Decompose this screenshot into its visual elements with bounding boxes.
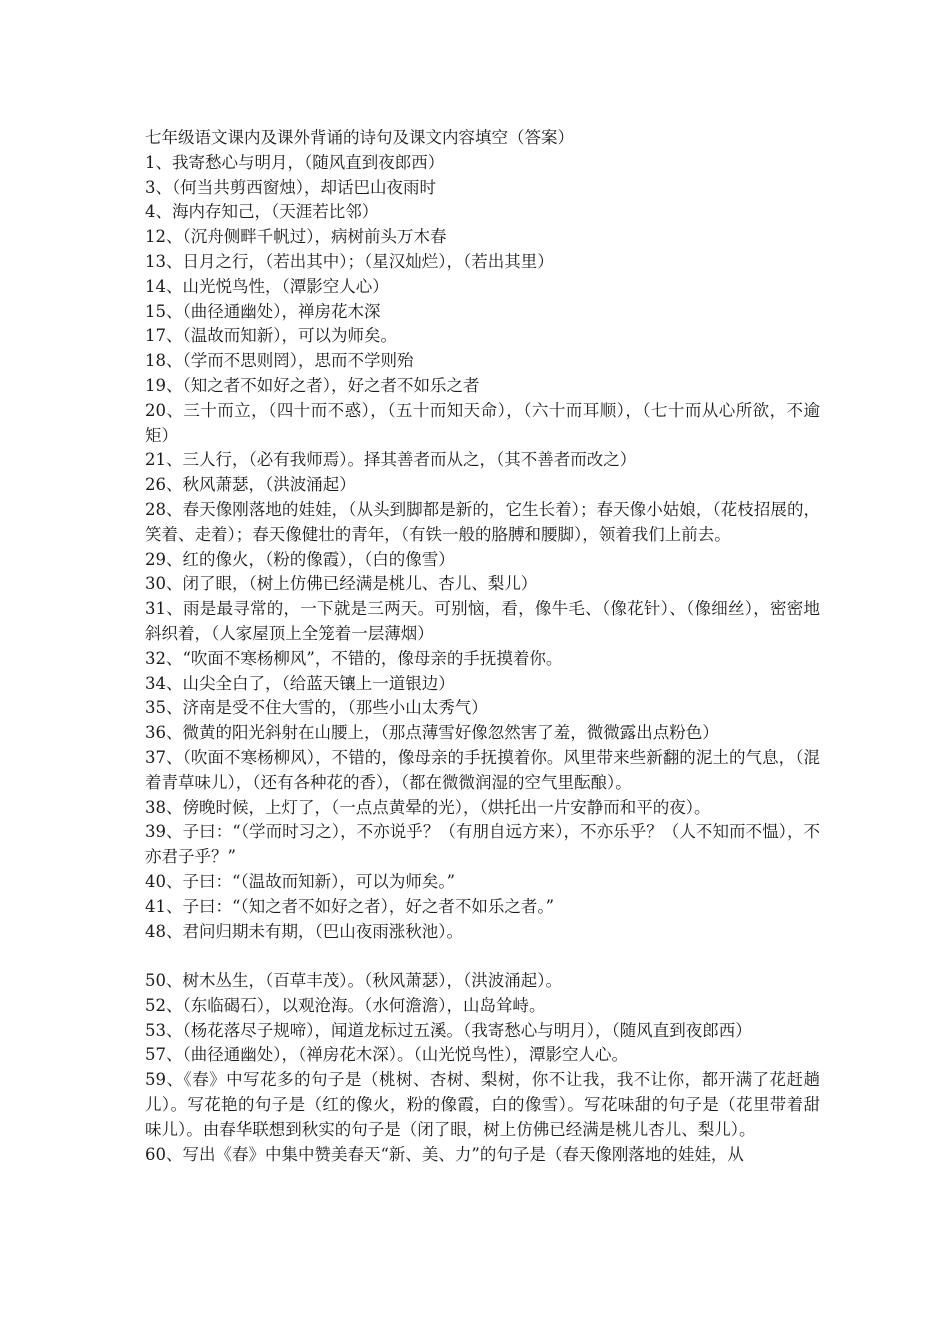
answer-line: 29、红的像火，（粉的像霞），（白的像雪） [145, 549, 455, 569]
answer-line: 59、《春》中写花多的句子是（桃树、杏树、梨树，你不让我，我不让你，都开满了花赶趟儿）。写花艳的句子是（红的像火，粉的像霞，白的像雪）。写花味甜的句子是（花里带着甜味儿）。由春华联想到秋实的句子是（闭了眼，树上仿佛已经满是桃儿杏儿、梨儿）。 [145, 1070, 820, 1139]
answer-line: 20、三十而立，（四十而不惑），（五十而知天命），（六十而耳顺），（七十而从心所欲，不逾矩） [145, 400, 820, 445]
answer-list [145, 151, 820, 1168]
answer-line: 38、傍晚时候，上灯了，（一点点黄晕的光），（烘托出一片安静而和平的夜）。 [145, 797, 711, 817]
answer-line: 60、写出《春》中集中赞美春天“新、美、力”的句子是（春天像刚落地的娃娃，从 [145, 1144, 744, 1164]
document-body [145, 126, 820, 1167]
answer-line: 35、济南是受不住大雪的，（那些小山太秀气） [145, 698, 488, 718]
answer-line: 31、雨是最寻常的，一下就是三两天。可别恼，看，像牛毛、（像花针）、（像细丝），密密地斜织着，（人家屋顶上全笼着一层薄烟） [145, 599, 820, 643]
answer-line: 53、（杨花落尽子规啼），闻道龙标过五溪。（我寄愁心与明月），（随风直到夜郎西） [145, 1020, 752, 1040]
answer-line: 1、我寄愁心与明月，（随风直到夜郎西） [145, 152, 445, 172]
answer-line: 17、（温故而知新），可以为师矣。 [145, 326, 397, 346]
answer-line: 3、（何当共剪西窗烛），却话巴山夜雨时 [145, 177, 436, 197]
answer-line: 36、微黄的阳光斜射在山腰上，（那点薄雪好像忽然害了羞，微微露出点粉色） [145, 723, 719, 743]
answer-line: 48、君问归期未有期，（巴山夜雨涨秋池）。 [145, 921, 463, 941]
answer-line: 30、闭了眼，（树上仿佛已经满是桃儿、杏儿、梨儿） [145, 574, 538, 594]
answer-line: 18、（学而不思则罔），思而不学则殆 [145, 351, 414, 371]
answer-line: 52、（东临碣石），以观沧海。（水何澹澹），山岛耸峙。 [145, 995, 546, 1015]
answer-line: 19、（知之者不如好之者），好之者不如乐之者 [145, 375, 480, 395]
answer-line: 50、树木丛生，（百草丰茂）。（秋风萧瑟），（洪波涌起）。 [145, 971, 562, 991]
answer-line: 4、海内存知己，（天涯若比邻） [145, 202, 379, 222]
answer-line: 28、春天像刚落地的娃娃，（从头到脚都是新的，它生长着）；春天像小姑娘，（花枝招展的，笑着、走着）；春天像健壮的青年，（有铁一般的胳膊和腰脚），领着我们上前去。 [145, 499, 820, 544]
answer-line: 39、子曰：“（学而时习之），不亦说乎？（有朋自远方来），不亦乐乎？（人不知而不愠），不亦君子乎？” [145, 822, 820, 867]
answer-line: 14、山光悦鸟性，（潭影空人心） [145, 276, 389, 296]
answer-line: 40、子曰：“（温故而知新），可以为师矣。” [145, 871, 456, 891]
answer-line: 13、日月之行，（若出其中）；（星汉灿烂），（若出其里） [145, 251, 554, 271]
answer-line: 21、三人行，（必有我师焉）。择其善者而从之，（其不善者而改之） [145, 450, 637, 470]
answer-line: 57、（曲径通幽处），（禅房花木深）。（山光悦鸟性），潭影空人心。 [145, 1045, 628, 1065]
answer-line: 37、（吹面不寒杨柳风），不错的，像母亲的手抚摸着你。风里带来些新翻的泥土的气息，（混着青草味儿），（还有各种花的香），（都在微微润湿的空气里酝酿）。 [145, 747, 820, 792]
answer-line: 15、（曲径通幽处），禅房花木深 [145, 301, 381, 321]
answer-line: 34、山尖全白了，（给蓝天镶上一道银边） [145, 673, 455, 693]
document-title: 七年级语文课内及课外背诵的诗句及课文内容填空（答案） [145, 128, 574, 147]
blank-line [145, 944, 820, 969]
answer-line: 12、（沉舟侧畔千帆过），病树前头万木春 [145, 227, 447, 247]
answer-line: 32、“吹面不寒杨柳风”，不错的，像母亲的手抚摸着你。 [145, 648, 563, 668]
answer-line: 26、秋风萧瑟，（洪波涌起） [145, 475, 356, 495]
answer-line: 41、子曰：“（知之者不如好之者），好之者不如乐之者。” [145, 896, 555, 916]
